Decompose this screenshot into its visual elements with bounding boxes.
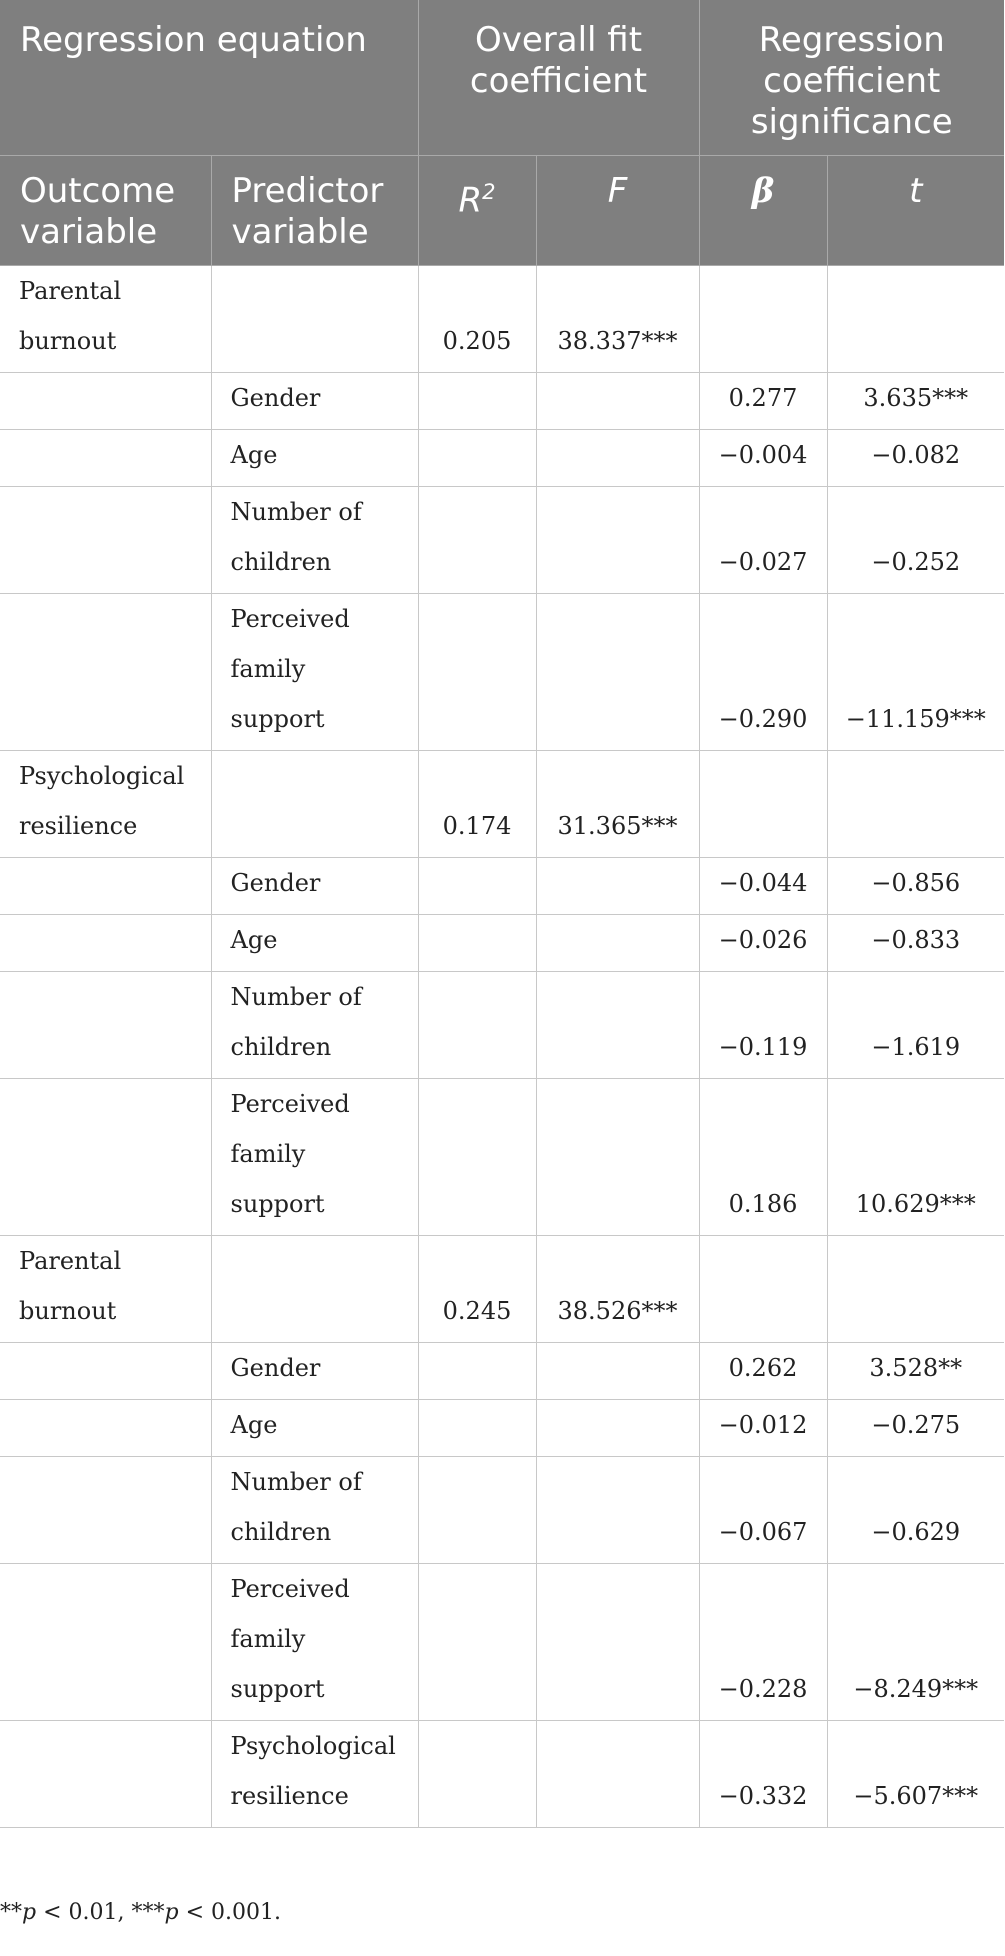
table-row: [0, 486, 1004, 593]
beta-cell: [699, 372, 827, 429]
f-cell-text: [543, 423, 693, 429]
r2-cell-text: 0.174: [442, 811, 512, 840]
t-cell-text: 10.629***: [855, 1189, 976, 1218]
f-cell-text: [543, 908, 693, 914]
predictor-cell-text: Number of children: [230, 1467, 362, 1546]
table-row: [0, 1078, 1004, 1235]
header-t: t: [827, 155, 1004, 265]
t-cell: [827, 1456, 1004, 1563]
predictor-cell: [211, 1399, 418, 1456]
r2-cell: [418, 971, 536, 1078]
r2-cell-text: [425, 587, 530, 593]
t-cell: [827, 265, 1004, 372]
f-cell: [536, 857, 699, 914]
table-row: [0, 750, 1004, 857]
r-squared-base: R: [458, 179, 483, 220]
t-cell-text: −0.252: [871, 547, 961, 576]
r-squared-sup: 2: [482, 178, 496, 204]
outcome-cell-text: [19, 908, 192, 914]
table-body: [0, 265, 1004, 1827]
f-cell: [536, 1720, 699, 1827]
t-cell: [827, 914, 1004, 971]
beta-cell: [699, 1563, 827, 1720]
r2-cell: [418, 372, 536, 429]
predictor-cell-text: Age: [230, 1410, 278, 1439]
f-cell: [536, 1563, 699, 1720]
f-cell: [536, 1399, 699, 1456]
f-cell: [536, 1235, 699, 1342]
r2-cell-text: [425, 480, 530, 486]
t-cell-text: −0.856: [871, 868, 961, 897]
table-row: [0, 971, 1004, 1078]
f-cell-text: [543, 1229, 693, 1235]
outcome-cell-text: Parental burnout: [19, 1246, 122, 1325]
f-cell-text: [543, 1450, 693, 1456]
predictor-cell-text: Perceived family support: [230, 604, 350, 733]
r2-cell: [418, 1078, 536, 1235]
outcome-cell: [0, 265, 211, 372]
t-cell-text: −1.619: [871, 1032, 961, 1061]
t-cell: [827, 971, 1004, 1078]
t-cell-text: −0.629: [871, 1517, 961, 1546]
outcome-cell: [0, 857, 211, 914]
table-row: [0, 429, 1004, 486]
predictor-cell-text: Perceived family support: [230, 1574, 350, 1703]
predictor-cell-text: Psychological resilience: [230, 1731, 396, 1810]
r2-cell: [418, 486, 536, 593]
beta-cell: [699, 1720, 827, 1827]
f-cell: [536, 914, 699, 971]
beta-cell-text: −0.004: [718, 440, 808, 469]
f-cell: [536, 1342, 699, 1399]
f-cell: [536, 429, 699, 486]
footnote: **p < 0.01, ***p < 0.001.: [0, 1900, 281, 1925]
t-cell-text: −8.249***: [853, 1674, 979, 1703]
predictor-cell-text: Gender: [230, 868, 321, 897]
predictor-cell: [211, 1456, 418, 1563]
f-cell: [536, 372, 699, 429]
t-cell-text: −0.275: [871, 1410, 961, 1439]
r2-cell: [418, 857, 536, 914]
beta-cell: [699, 1399, 827, 1456]
predictor-cell-text: [231, 1336, 399, 1342]
outcome-cell: [0, 914, 211, 971]
beta-cell: [699, 1078, 827, 1235]
f-cell: [536, 750, 699, 857]
r2-cell: [418, 1399, 536, 1456]
table-row: [0, 1720, 1004, 1827]
beta-cell-text: 0.277: [728, 383, 798, 412]
outcome-cell-text: [19, 1072, 192, 1078]
outcome-cell-text: [19, 965, 192, 971]
r2-cell: [418, 1720, 536, 1827]
beta-cell: [699, 857, 827, 914]
predictor-cell: [211, 914, 418, 971]
beta-cell-text: −0.026: [718, 925, 808, 954]
table-row: [0, 1563, 1004, 1720]
predictor-cell-text: [231, 366, 399, 372]
r2-cell: [418, 429, 536, 486]
f-cell-text: [543, 480, 693, 486]
beta-cell-text: −0.332: [718, 1781, 808, 1810]
beta-cell: [699, 593, 827, 750]
outcome-cell-text: [19, 1229, 192, 1235]
predictor-cell-text: Number of children: [230, 982, 362, 1061]
header-r-squared: [418, 155, 536, 265]
r2-cell: [418, 1563, 536, 1720]
predictor-cell-text: Age: [230, 925, 278, 954]
header-regression-equation: Regression equation: [0, 0, 418, 155]
outcome-cell: [0, 1342, 211, 1399]
r2-cell-text: 0.245: [442, 1296, 512, 1325]
t-cell: [827, 1235, 1004, 1342]
table-row: [0, 1235, 1004, 1342]
f-cell: [536, 486, 699, 593]
t-cell: [827, 1078, 1004, 1235]
t-cell: [827, 857, 1004, 914]
outcome-cell: [0, 1563, 211, 1720]
r2-cell-text: [425, 1072, 530, 1078]
outcome-cell: [0, 372, 211, 429]
f-cell-text: [543, 744, 693, 750]
outcome-cell-text: [19, 1821, 192, 1827]
predictor-cell: [211, 750, 418, 857]
t-cell: [827, 1399, 1004, 1456]
table-row: [0, 593, 1004, 750]
beta-cell-text: −0.027: [718, 547, 808, 576]
t-cell-text: −0.082: [871, 440, 961, 469]
beta-cell: [699, 971, 827, 1078]
t-cell-text: −11.159***: [845, 704, 986, 733]
beta-cell-text: −0.012: [718, 1410, 808, 1439]
predictor-cell: [211, 1342, 418, 1399]
r2-cell-text: 0.205: [442, 326, 512, 355]
r2-cell: [418, 1342, 536, 1399]
outcome-cell: [0, 971, 211, 1078]
predictor-cell: [211, 265, 418, 372]
outcome-cell-text: [19, 1557, 192, 1563]
outcome-cell-text: [19, 423, 192, 429]
t-cell-text: 3.528**: [869, 1353, 963, 1382]
outcome-cell: [0, 1456, 211, 1563]
r2-cell-text: [425, 965, 530, 971]
f-cell-text: 38.526***: [557, 1296, 678, 1325]
t-cell-text: [834, 1336, 999, 1342]
predictor-cell: [211, 429, 418, 486]
header-overall-fit: Overall fit coefficient: [418, 0, 699, 155]
predictor-cell: [211, 971, 418, 1078]
outcome-cell: [0, 593, 211, 750]
t-cell: [827, 750, 1004, 857]
outcome-cell: [0, 1720, 211, 1827]
predictor-cell-text: Age: [230, 440, 278, 469]
f-cell-text: 38.337***: [557, 326, 678, 355]
r2-cell: [418, 914, 536, 971]
header-row-columns: [0, 155, 1004, 265]
outcome-cell: [0, 1399, 211, 1456]
predictor-cell-text: Perceived family support: [230, 1089, 350, 1218]
f-cell-text: [543, 1072, 693, 1078]
predictor-cell-text: Number of children: [230, 497, 362, 576]
t-cell-text: −0.833: [871, 925, 961, 954]
beta-cell-text: −0.290: [718, 704, 808, 733]
predictor-cell: [211, 372, 418, 429]
outcome-cell-text: [19, 587, 192, 593]
t-cell: [827, 429, 1004, 486]
outcome-cell: [0, 486, 211, 593]
beta-cell-text: −0.228: [718, 1674, 808, 1703]
outcome-cell: [0, 429, 211, 486]
f-cell-text: [543, 587, 693, 593]
beta-cell-text: −0.119: [718, 1032, 808, 1061]
f-cell: [536, 1456, 699, 1563]
header-regression-significance: Regression coefficient significance: [699, 0, 1004, 155]
beta-cell: [699, 486, 827, 593]
r2-cell: [418, 750, 536, 857]
r2-cell-text: [425, 1821, 530, 1827]
r2-cell-text: [425, 1714, 530, 1720]
predictor-cell-text: [231, 851, 399, 857]
predictor-cell: [211, 1078, 418, 1235]
r2-cell-text: [425, 908, 530, 914]
outcome-cell-text: Psychological resilience: [19, 761, 185, 840]
outcome-cell: [0, 1078, 211, 1235]
t-cell: [827, 1563, 1004, 1720]
t-cell-text: 3.635***: [863, 383, 969, 412]
f-cell-text: [543, 965, 693, 971]
outcome-cell-text: [19, 480, 192, 486]
table-row: [0, 1456, 1004, 1563]
f-cell-text: [543, 1393, 693, 1399]
predictor-cell: [211, 1720, 418, 1827]
f-cell-text: 31.365***: [557, 811, 678, 840]
beta-cell: [699, 1235, 827, 1342]
header-outcome-variable: Outcome variable: [0, 155, 211, 265]
predictor-cell: [211, 1563, 418, 1720]
beta-cell: [699, 1456, 827, 1563]
outcome-cell-text: [19, 1450, 192, 1456]
predictor-cell-text: Gender: [230, 383, 321, 412]
beta-cell: [699, 429, 827, 486]
outcome-cell: [0, 1235, 211, 1342]
table-row: [0, 914, 1004, 971]
t-cell-text: −5.607***: [853, 1781, 979, 1810]
beta-cell-text: 0.262: [728, 1353, 798, 1382]
t-cell: [827, 1342, 1004, 1399]
outcome-cell-text: [19, 744, 192, 750]
table-row: [0, 857, 1004, 914]
header-beta: β: [699, 155, 827, 265]
f-cell-text: [543, 1714, 693, 1720]
beta-cell-text: 0.186: [728, 1189, 798, 1218]
table-row: [0, 372, 1004, 429]
table-row: [0, 1399, 1004, 1456]
t-cell: [827, 593, 1004, 750]
r2-cell-text: [425, 744, 530, 750]
outcome-cell-text: [19, 1393, 192, 1399]
r2-cell-text: [425, 1393, 530, 1399]
r2-cell: [418, 1456, 536, 1563]
beta-cell-text: −0.067: [718, 1517, 808, 1546]
beta-cell: [699, 750, 827, 857]
predictor-cell-text: Gender: [230, 1353, 321, 1382]
r2-cell-text: [425, 1450, 530, 1456]
f-cell: [536, 971, 699, 1078]
beta-cell: [699, 914, 827, 971]
t-cell: [827, 486, 1004, 593]
f-cell: [536, 593, 699, 750]
t-cell: [827, 372, 1004, 429]
beta-cell-text: [706, 366, 821, 372]
outcome-cell: [0, 750, 211, 857]
r2-cell-text: [425, 423, 530, 429]
beta-cell: [699, 1342, 827, 1399]
header-predictor-variable: Predictor variable: [211, 155, 418, 265]
predictor-cell: [211, 1235, 418, 1342]
header-row-groups: [0, 0, 1004, 155]
header-f: F: [536, 155, 699, 265]
predictor-cell: [211, 486, 418, 593]
beta-cell: [699, 265, 827, 372]
f-cell: [536, 265, 699, 372]
predictor-cell: [211, 857, 418, 914]
r2-cell: [418, 593, 536, 750]
r2-cell: [418, 1235, 536, 1342]
f-cell: [536, 1078, 699, 1235]
f-cell-text: [543, 1557, 693, 1563]
t-cell: [827, 1720, 1004, 1827]
beta-cell-text: [706, 1336, 821, 1342]
t-cell-text: [834, 366, 999, 372]
table-row: [0, 1342, 1004, 1399]
r2-cell-text: [425, 1229, 530, 1235]
r2-cell-text: [425, 1557, 530, 1563]
predictor-cell: [211, 593, 418, 750]
t-cell-text: [834, 851, 999, 857]
r2-cell: [418, 265, 536, 372]
f-cell-text: [543, 1821, 693, 1827]
beta-cell-text: −0.044: [718, 868, 808, 897]
beta-cell-text: [706, 851, 821, 857]
outcome-cell-text: Parental burnout: [19, 276, 122, 355]
table-row: [0, 265, 1004, 372]
outcome-cell-text: [19, 1714, 192, 1720]
